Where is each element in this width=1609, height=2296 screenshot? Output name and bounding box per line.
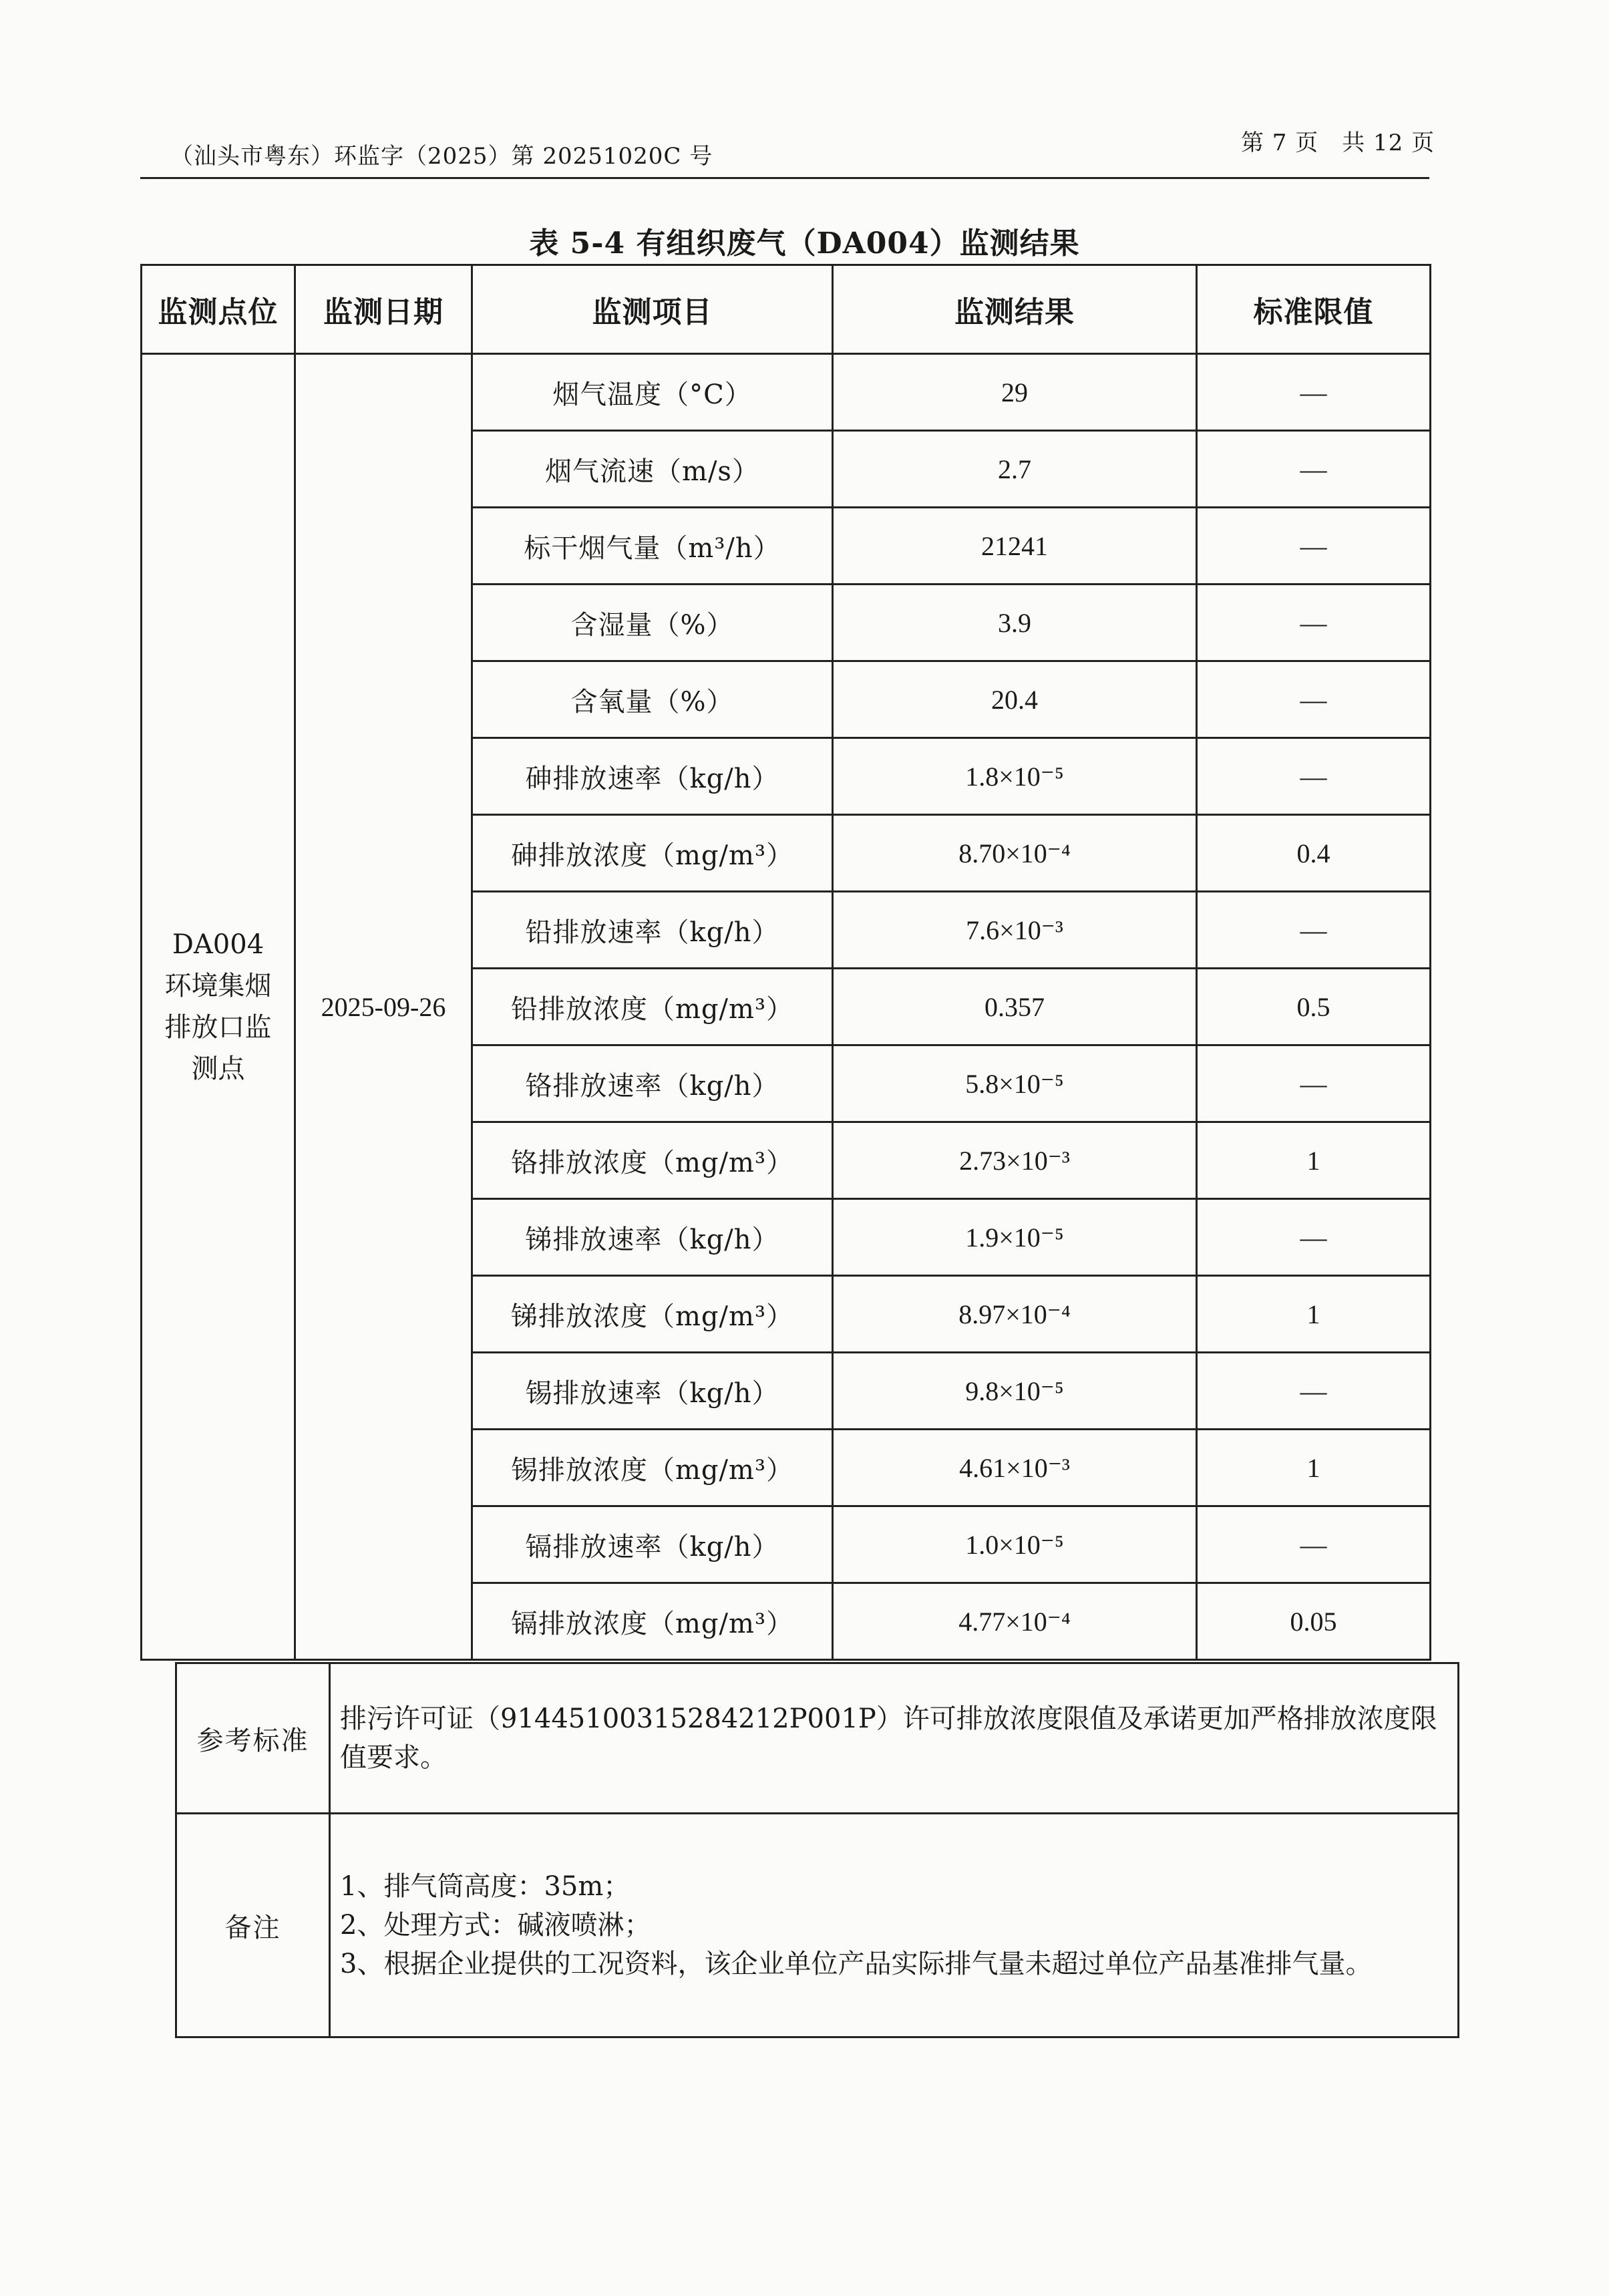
result-cell: 2.73×10⁻³ <box>833 1122 1197 1199</box>
reference-label: 参考标准 <box>176 1663 330 1814</box>
limit-cell: — <box>1197 1199 1431 1276</box>
result-cell: 1.0×10⁻⁵ <box>833 1506 1197 1583</box>
limit-cell: — <box>1197 508 1431 585</box>
limit-cell: — <box>1197 892 1431 969</box>
limit-cell: 0.5 <box>1197 969 1431 1045</box>
monitoring-results-table <box>140 264 1431 1661</box>
column-header: 监测点位 <box>142 265 295 354</box>
limit-cell: 1 <box>1197 1122 1431 1199</box>
item-cell: 锡排放浓度（mg/m³） <box>472 1430 833 1506</box>
limit-cell: — <box>1197 738 1431 815</box>
item-cell: 铬排放速率（kg/h） <box>472 1045 833 1122</box>
monitoring-point-line: 测点 <box>191 1053 245 1084</box>
reference-text: 排污许可证（91445100315284212P001P）许可排放浓度限值及承诺更加严格排放浓度限值要求。 <box>330 1663 1459 1814</box>
item-cell: 镉排放浓度（mg/m³） <box>472 1583 833 1660</box>
column-header: 监测结果 <box>833 265 1197 354</box>
monitoring-date-cell: 2025-09-26 <box>295 354 472 1660</box>
remarks-text <box>330 1814 1459 2037</box>
item-cell: 铬排放浓度（mg/m³） <box>472 1122 833 1199</box>
result-cell: 8.97×10⁻⁴ <box>833 1276 1197 1353</box>
item-cell: 镉排放速率（kg/h） <box>472 1506 833 1583</box>
monitoring-point-cell <box>142 354 295 1660</box>
item-cell: 锡排放速率（kg/h） <box>472 1353 833 1430</box>
limit-cell: 1 <box>1197 1276 1431 1353</box>
result-cell: 8.70×10⁻⁴ <box>833 815 1197 892</box>
result-cell: 1.8×10⁻⁵ <box>833 738 1197 815</box>
remarks-label: 备注 <box>176 1814 330 2037</box>
result-cell: 2.7 <box>833 431 1197 508</box>
limit-cell: — <box>1197 431 1431 508</box>
limit-cell: 0.05 <box>1197 1583 1431 1660</box>
item-cell: 含氧量（%） <box>472 661 833 738</box>
monitoring-point-line: 排放口监 <box>164 1012 272 1043</box>
limit-cell: — <box>1197 1506 1431 1583</box>
remark-line: 2、处理方式：碱液喷淋； <box>340 1910 651 1941</box>
item-cell: 烟气流速（m/s） <box>472 431 833 508</box>
column-header: 监测日期 <box>295 265 472 354</box>
remark-line: 1、排气筒高度：35m； <box>340 1871 631 1902</box>
header-divider <box>140 177 1429 179</box>
result-cell: 4.61×10⁻³ <box>833 1430 1197 1506</box>
notes-table <box>175 1662 1459 2038</box>
result-cell: 5.8×10⁻⁵ <box>833 1045 1197 1122</box>
table-header-row <box>142 265 1431 354</box>
item-cell: 锑排放速率（kg/h） <box>472 1199 833 1276</box>
item-cell: 锑排放浓度（mg/m³） <box>472 1276 833 1353</box>
remarks-row <box>176 1814 1459 2037</box>
limit-cell: — <box>1197 1353 1431 1430</box>
result-cell: 3.9 <box>833 585 1197 661</box>
result-cell: 29 <box>833 354 1197 431</box>
remark-line: 3、根据企业提供的工况资料，该企业单位产品实际排气量未超过单位产品基准排气量。 <box>340 1949 1373 1979</box>
item-cell: 含湿量（%） <box>472 585 833 661</box>
result-cell: 9.8×10⁻⁵ <box>833 1353 1197 1430</box>
limit-cell: — <box>1197 354 1431 431</box>
item-cell: 砷排放速率（kg/h） <box>472 738 833 815</box>
limit-cell: — <box>1197 585 1431 661</box>
monitoring-point-line: 环境集烟 <box>164 971 272 1001</box>
table-title: 表 5-4 有组织废气（DA004）监测结果 <box>529 226 1080 261</box>
limit-cell: — <box>1197 1045 1431 1122</box>
result-cell: 4.77×10⁻⁴ <box>833 1583 1197 1660</box>
monitoring-point-line: DA004 <box>172 929 264 960</box>
column-header: 监测项目 <box>472 265 833 354</box>
item-cell: 砷排放浓度（mg/m³） <box>472 815 833 892</box>
result-cell: 0.357 <box>833 969 1197 1045</box>
page-number: 第 7 页 共 12 页 <box>1241 130 1435 156</box>
table-row <box>142 354 1431 431</box>
report-number: （汕头市粤东）环监字（2025）第 20251020C 号 <box>170 143 713 170</box>
item-cell: 铅排放速率（kg/h） <box>472 892 833 969</box>
result-cell: 21241 <box>833 508 1197 585</box>
result-cell: 7.6×10⁻³ <box>833 892 1197 969</box>
limit-cell: 1 <box>1197 1430 1431 1506</box>
limit-cell: 0.4 <box>1197 815 1431 892</box>
result-cell: 1.9×10⁻⁵ <box>833 1199 1197 1276</box>
item-cell: 标干烟气量（m³/h） <box>472 508 833 585</box>
column-header: 标准限值 <box>1197 265 1431 354</box>
reference-row <box>176 1663 1459 1814</box>
item-cell: 烟气温度（°C） <box>472 354 833 431</box>
item-cell: 铅排放浓度（mg/m³） <box>472 969 833 1045</box>
limit-cell: — <box>1197 661 1431 738</box>
result-cell: 20.4 <box>833 661 1197 738</box>
